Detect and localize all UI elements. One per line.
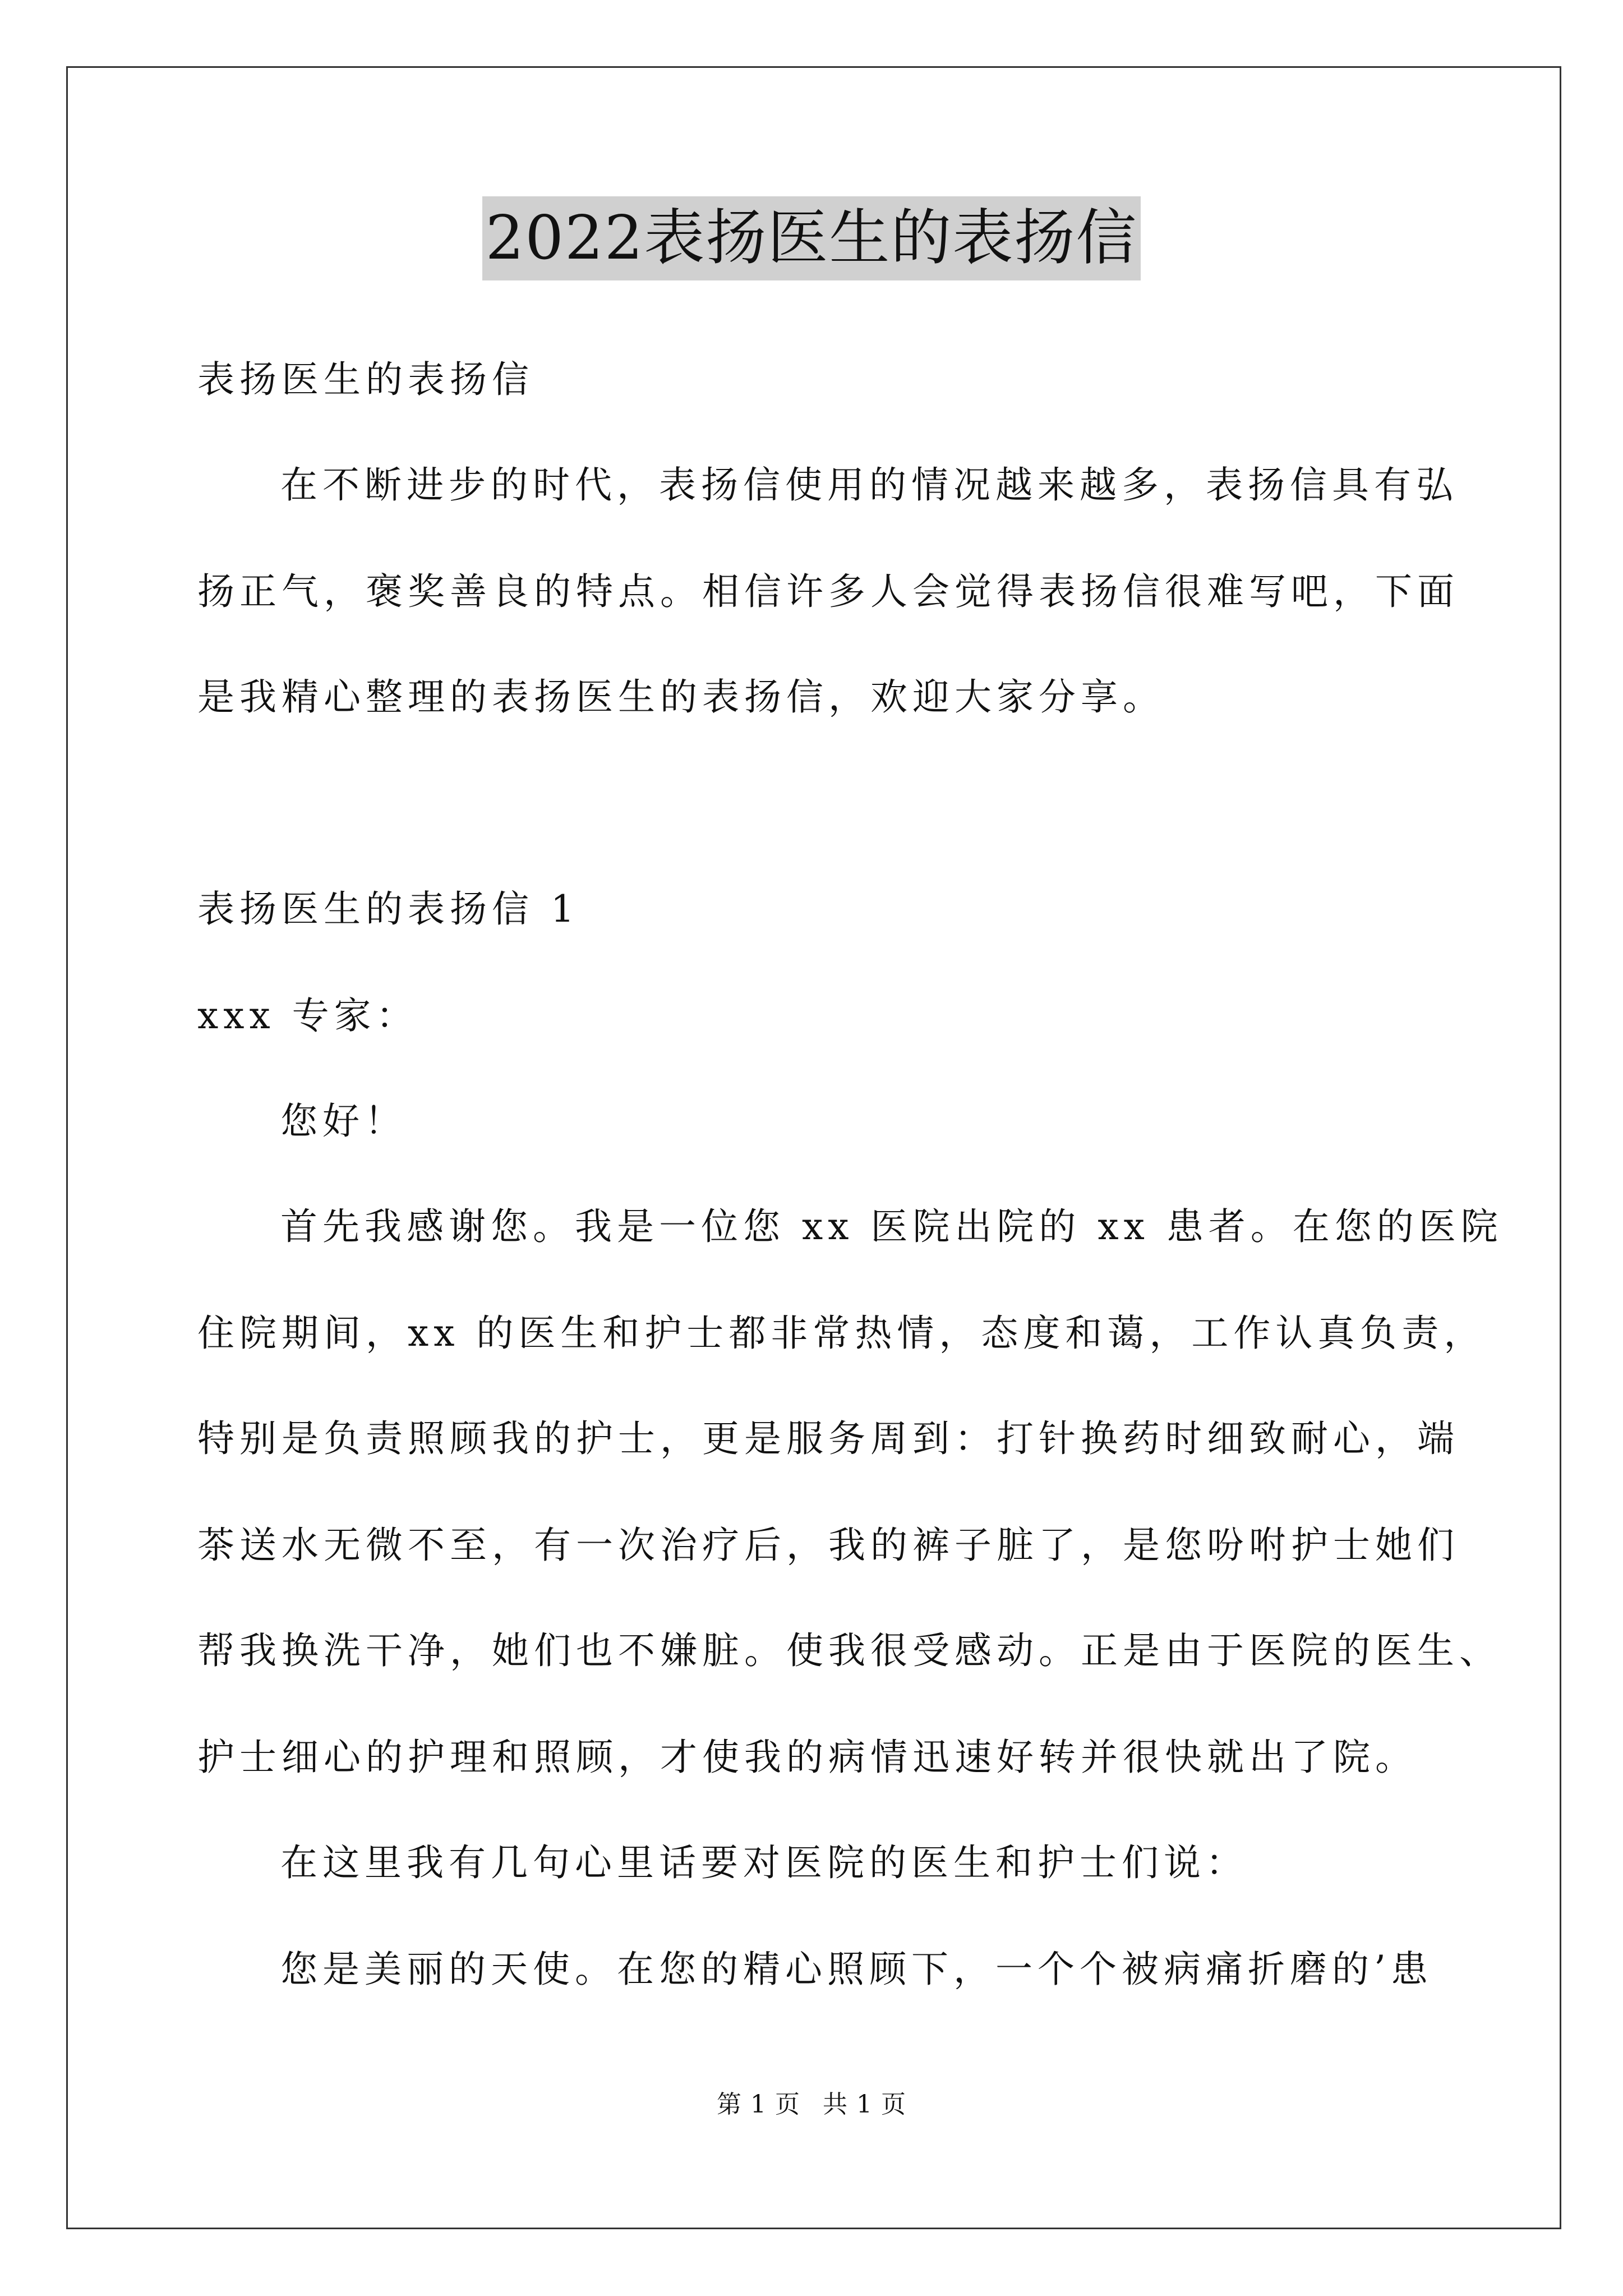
greeting-line: 您好！ (280, 1099, 407, 1143)
page-total: 共 1 页 (823, 2090, 906, 2119)
paragraph-line: 在不断进步的时代，表扬信使用的情况越来越多，表扬信具有弘 (280, 463, 1458, 507)
paragraph-line: 住院期间，xx 的医生和护士都非常热情，态度和蔼，工作认真负责， (197, 1312, 1486, 1355)
section-heading: 表扬医生的表扬信 1 (197, 887, 579, 931)
paragraph-line: 帮我换洗干净，她们也不嫌脏。使我很受感动。正是由于医院的医生、 (197, 1629, 1501, 1672)
page-footer (0, 2088, 1623, 2122)
paragraph-line: 护士细心的护理和照顾，才使我的病情迅速好转并很快就出了院。 (197, 1736, 1417, 1779)
paragraph-line: 特别是负责照顾我的护士，更是服务周到：打针换药时细致耐心，端 (197, 1417, 1459, 1460)
subtitle-line: 表扬医生的表扬信 (197, 358, 534, 401)
paragraph-line: 是我精心整理的表扬医生的表扬信，欢迎大家分享。 (197, 675, 1165, 719)
paragraph-line: 您是美丽的天使。在您的精心照顾下，一个个被病痛折磨的’患 (280, 1948, 1433, 1991)
paragraph-line: 在这里我有几句心里话要对医院的医生和护士们说： (280, 1841, 1248, 1884)
title-container (0, 196, 1623, 280)
paragraph-line: 茶送水无微不至，有一次治疗后，我的裤子脏了，是您吩咐护士她们 (197, 1524, 1459, 1567)
salutation-line: xxx 专家： (197, 994, 418, 1037)
page-number: 第 1 页 (717, 2090, 800, 2119)
document-title: 2022表扬医生的表扬信 (482, 196, 1141, 280)
paragraph-line: 首先我感谢您。我是一位您 xx 医院出院的 xx 患者。在您的医院 (280, 1205, 1503, 1248)
paragraph-line: 扬正气，褒奖善良的特点。相信许多人会觉得表扬信很难写吧，下面 (197, 570, 1459, 613)
